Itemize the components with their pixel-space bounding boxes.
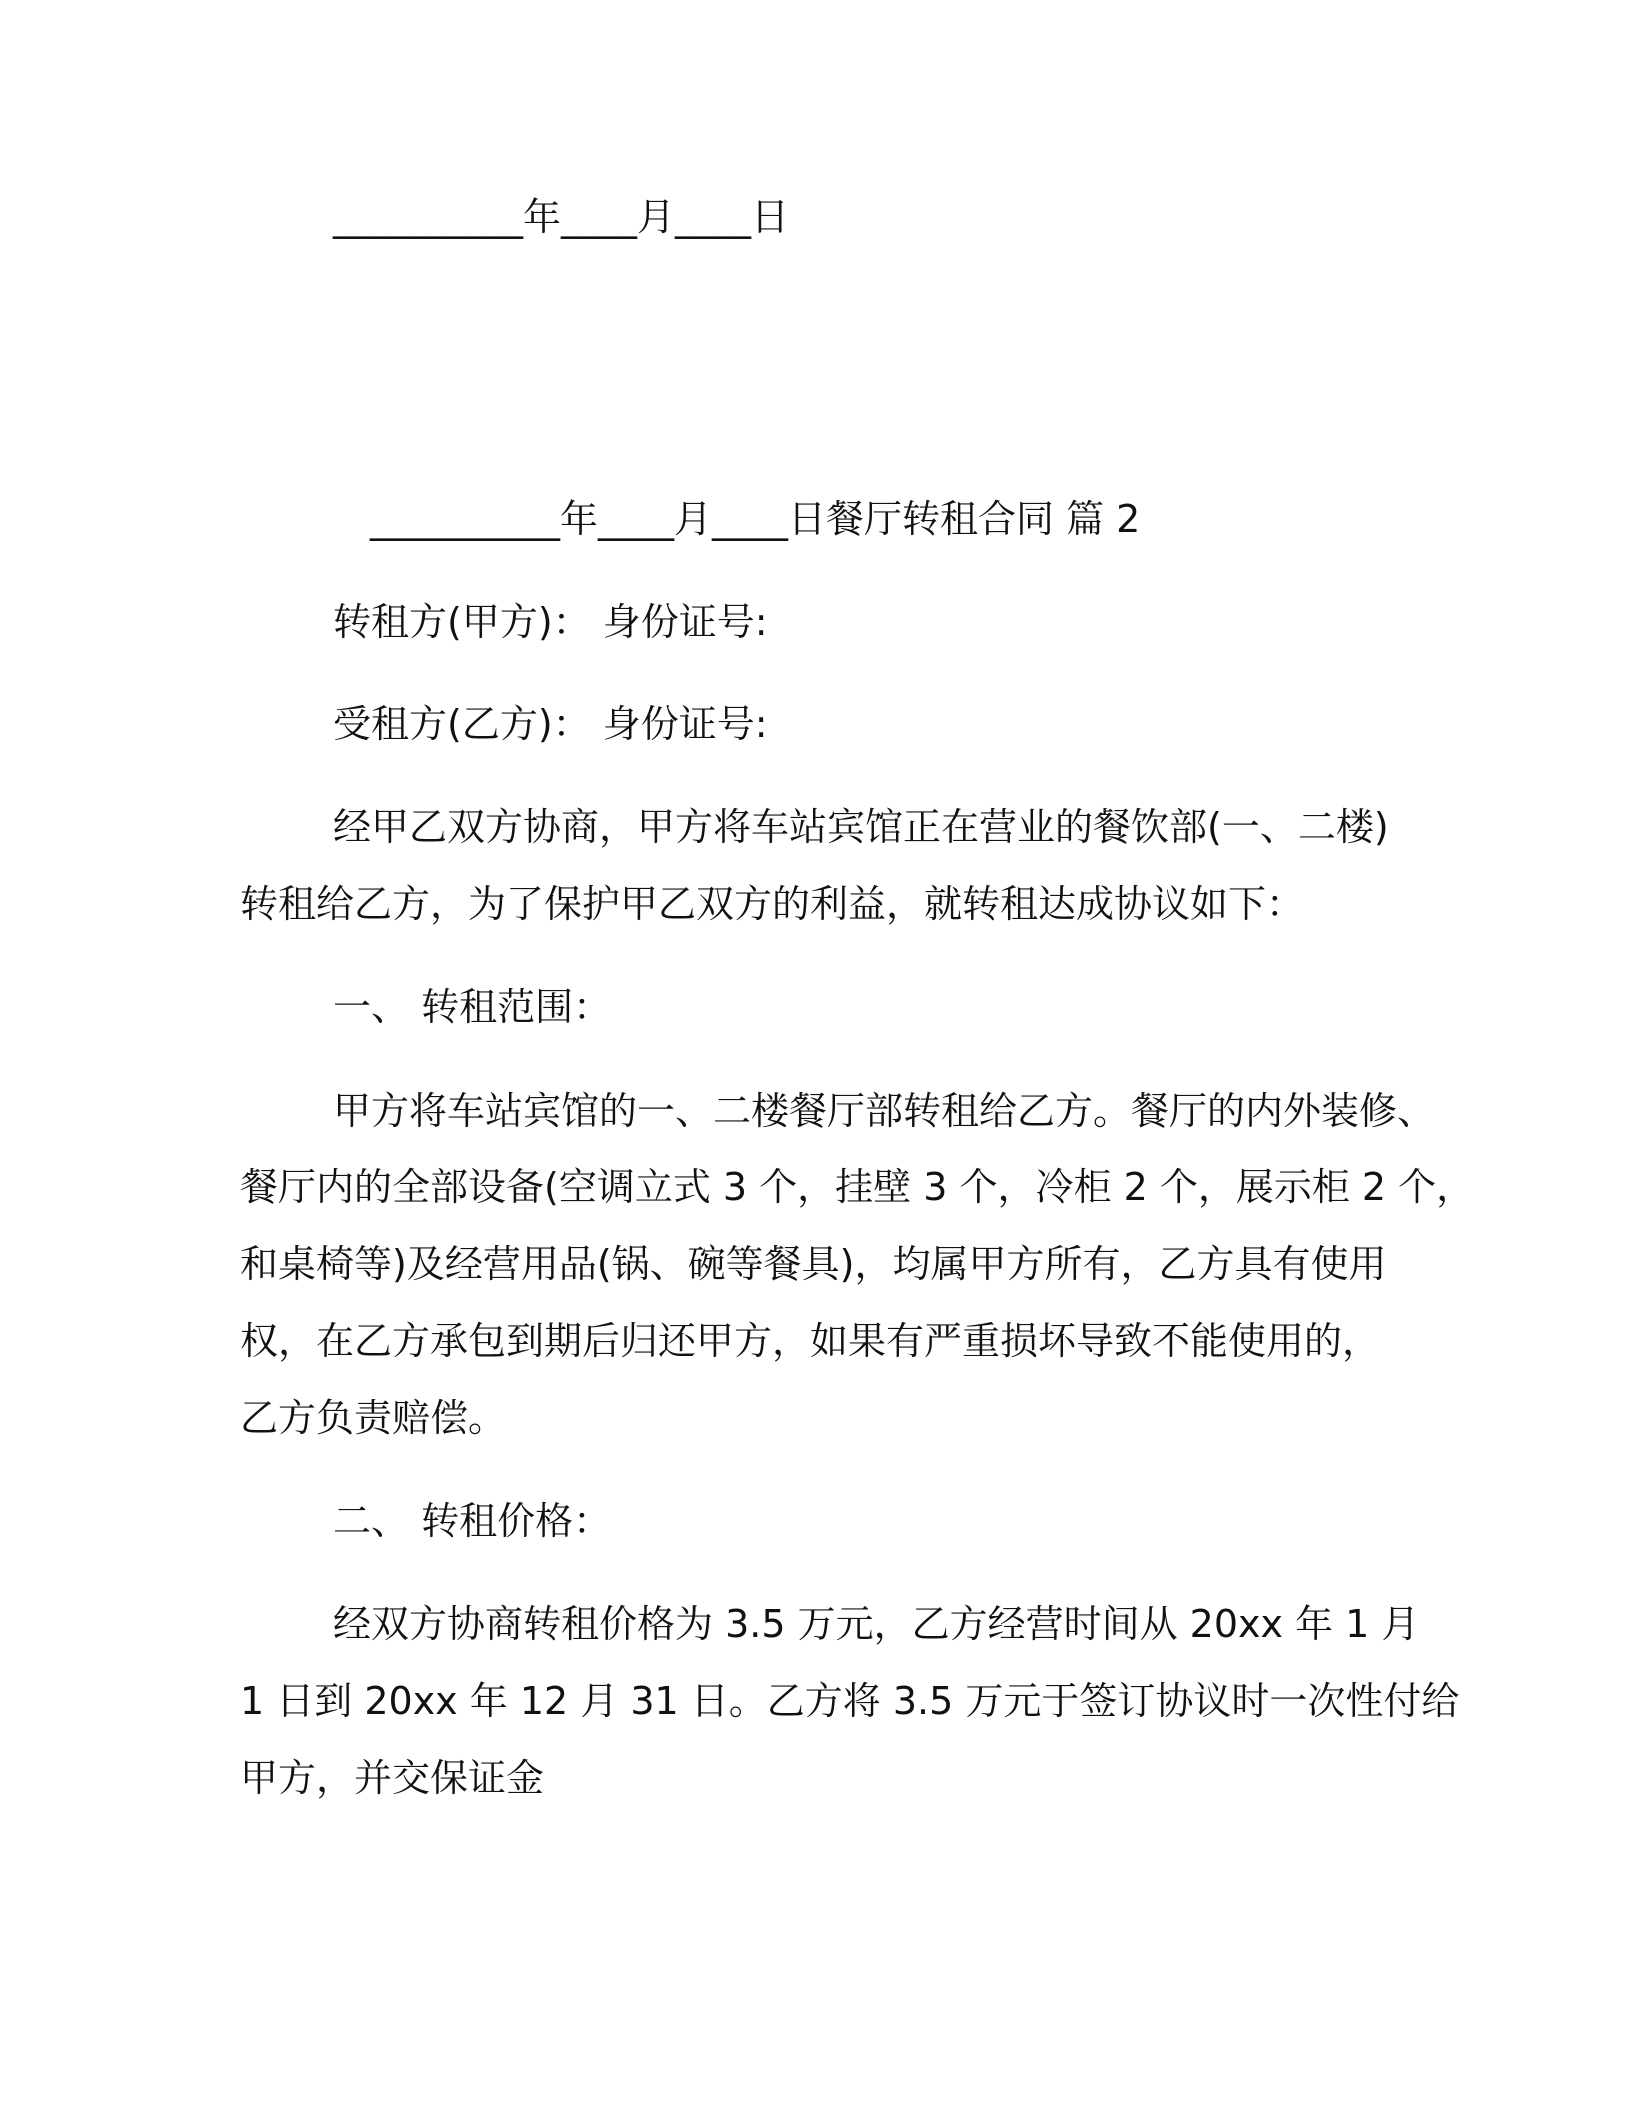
- party-a-line: 转租方(甲方)： 身份证号:: [333, 600, 768, 644]
- section1-line: 餐厅内的全部设备(空调立式 3 个，挂壁 3 个，冷柜 2 个，展示柜 2 个，: [240, 1165, 1475, 1209]
- section2-line: 1 日到 20xx 年 12 月 31 日。乙方将 3.5 万元于签订协议时一次性付给: [240, 1679, 1460, 1723]
- section1-line: 甲方将车站宾馆的一、二楼餐厅部转租给乙方。餐厅的内外装修、: [333, 1089, 1436, 1133]
- date-line: __________年____月____日: [333, 195, 790, 239]
- intro-line: 转租给乙方，为了保护甲乙双方的利益，就转租达成协议如下：: [240, 882, 1305, 926]
- party-b-line: 受租方(乙方)： 身份证号:: [333, 702, 768, 746]
- section-heading-scope: 一、 转租范围：: [333, 985, 612, 1029]
- contract-title: __________年____月____日餐厅转租合同 篇 2: [370, 497, 1141, 541]
- section-heading-price: 二、 转租价格：: [333, 1499, 612, 1543]
- section1-line: 乙方负责赔偿。: [240, 1396, 507, 1440]
- section2-line: 经双方协商转租价格为 3.5 万元，乙方经营时间从 20xx 年 1 月: [333, 1602, 1420, 1646]
- intro-line: 经甲乙双方协商，甲方将车站宾馆正在营业的餐饮部(一、二楼): [333, 805, 1389, 849]
- section2-line: 甲方，并交保证金: [240, 1756, 545, 1800]
- section1-line: 权，在乙方承包到期后归还甲方，如果有严重损坏导致不能使用的，: [240, 1319, 1381, 1363]
- section1-line: 和桌椅等)及经营用品(锅、碗等餐具)，均属甲方所有，乙方具有使用: [240, 1242, 1387, 1286]
